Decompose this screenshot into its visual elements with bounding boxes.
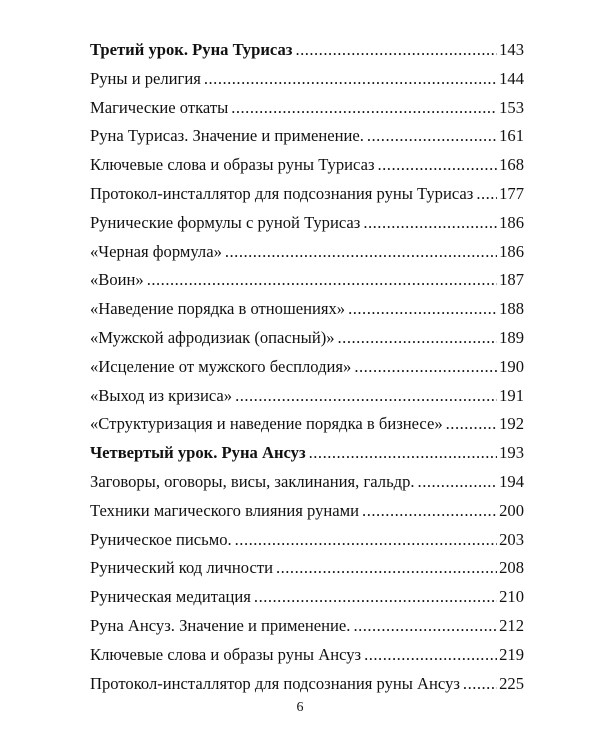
toc-entry bbox=[90, 670, 524, 699]
toc-entry-page: 144 bbox=[499, 68, 524, 88]
toc-entry-page: 210 bbox=[499, 587, 524, 607]
toc-entry-title: «Исцеление от мужского бесплодия» bbox=[90, 356, 352, 376]
toc-entry-title: Руна Турисаз. Значение и применение. bbox=[90, 126, 364, 146]
toc-entry-title: «Воин» bbox=[90, 270, 144, 290]
toc-entry-title: Четвертый урок. Руна Ансуз bbox=[90, 443, 306, 463]
toc-entry-title: Протокол-инсталлятор для подсознания руны Ансуз bbox=[90, 673, 460, 693]
toc-entry-title: Заговоры, оговоры, висы, заклинания, гальдр. bbox=[90, 471, 415, 491]
toc-entry-page: 143 bbox=[499, 40, 524, 59]
toc-entry-page: 187 bbox=[499, 270, 524, 290]
toc-entry-title: «Структуризация и наведение порядка в бизнесе» bbox=[90, 414, 443, 434]
toc-entry-page: 190 bbox=[499, 356, 524, 376]
dot-leader bbox=[254, 583, 497, 612]
toc-entry-page: 177 bbox=[499, 183, 524, 203]
toc-entry bbox=[90, 122, 524, 151]
toc-entry bbox=[90, 65, 524, 94]
toc-entry-title: Магические откаты bbox=[90, 97, 229, 117]
toc-entry bbox=[90, 497, 524, 526]
dot-leader bbox=[378, 151, 498, 180]
toc-entry bbox=[90, 641, 524, 670]
toc-entry-title: Протокол-инсталлятор для подсознания руны Турисаз bbox=[90, 183, 474, 203]
toc-entry-page: 186 bbox=[499, 212, 524, 232]
toc-entry bbox=[90, 151, 524, 180]
toc-entry bbox=[90, 583, 524, 612]
dot-leader bbox=[418, 468, 498, 497]
toc-entry-page: 191 bbox=[499, 385, 524, 405]
toc-entry-title: Ключевые слова и образы руны Турисаз bbox=[90, 155, 375, 175]
toc-entry-title: «Наведение порядка в отношениях» bbox=[90, 299, 346, 319]
dot-leader bbox=[235, 382, 497, 411]
dot-leader bbox=[225, 238, 497, 267]
toc-entry-page: 208 bbox=[499, 558, 524, 578]
toc-entry-title: Руническая медитация bbox=[90, 587, 251, 607]
toc-entry-title: Руны и религия bbox=[90, 68, 201, 88]
dot-leader bbox=[235, 526, 497, 555]
toc-entry bbox=[90, 468, 524, 497]
toc-entry bbox=[90, 94, 524, 123]
toc-entry-page: 192 bbox=[499, 414, 524, 434]
toc-entry bbox=[90, 180, 524, 209]
dot-leader bbox=[364, 641, 497, 670]
toc-entry-title: «Мужской афродизиак (опасный)» bbox=[90, 327, 335, 347]
toc-entry-title: «Черная формула» bbox=[90, 241, 222, 261]
toc-entry bbox=[90, 295, 524, 324]
dot-leader bbox=[338, 324, 498, 353]
table-of-contents bbox=[90, 36, 524, 698]
dot-leader bbox=[476, 180, 497, 209]
toc-entry bbox=[90, 554, 524, 583]
dot-leader bbox=[348, 295, 497, 324]
toc-entry-page: 212 bbox=[499, 615, 524, 635]
toc-entry-page: 200 bbox=[499, 500, 524, 520]
dot-leader bbox=[363, 209, 497, 238]
toc-entry bbox=[90, 612, 524, 641]
toc-entry-page: 168 bbox=[499, 155, 524, 175]
dot-leader bbox=[362, 497, 497, 526]
dot-leader bbox=[309, 439, 497, 468]
toc-entry-page: 161 bbox=[499, 126, 524, 146]
toc-entry bbox=[90, 209, 524, 238]
toc-entry bbox=[90, 238, 524, 267]
dot-leader bbox=[295, 36, 497, 65]
toc-entry-page: 153 bbox=[499, 97, 524, 117]
page-number: 6 bbox=[296, 700, 304, 715]
dot-leader bbox=[276, 554, 497, 583]
toc-entry-title: Руническое письмо. bbox=[90, 529, 232, 549]
dot-leader bbox=[463, 670, 497, 699]
toc-entry-page: 186 bbox=[499, 241, 524, 261]
toc-entry-page: 194 bbox=[499, 471, 524, 491]
dot-leader bbox=[231, 94, 497, 123]
dot-leader bbox=[204, 65, 497, 94]
toc-entry-page: 203 bbox=[499, 529, 524, 549]
toc-entry-title: Рунический код личности bbox=[90, 558, 273, 578]
toc-entry-page: 189 bbox=[499, 327, 524, 347]
toc-entry-title: Рунические формулы с руной Турисаз bbox=[90, 212, 361, 232]
toc-entry-title: «Выход из кризиса» bbox=[90, 385, 233, 405]
toc-entry-page: 193 bbox=[499, 443, 524, 463]
dot-leader bbox=[367, 122, 497, 151]
dot-leader bbox=[446, 410, 497, 439]
toc-entry-page: 188 bbox=[499, 299, 524, 319]
toc-entry-title: Техники магического влияния рунами bbox=[90, 500, 360, 520]
toc-entry bbox=[90, 526, 524, 555]
toc-entry-title: Ключевые слова и образы руны Ансуз bbox=[90, 644, 362, 664]
toc-chapter-heading bbox=[90, 36, 524, 65]
toc-chapter-heading bbox=[90, 439, 524, 468]
dot-leader bbox=[353, 612, 497, 641]
toc-entry-page: 219 bbox=[499, 644, 524, 664]
toc-entry-title: Третий урок. Руна Турисаз bbox=[90, 40, 293, 59]
dot-leader bbox=[147, 266, 497, 295]
toc-entry bbox=[90, 324, 524, 353]
toc-entry bbox=[90, 353, 524, 382]
toc-entry-title: Руна Ансуз. Значение и применение. bbox=[90, 615, 351, 635]
toc-entry bbox=[90, 266, 524, 295]
toc-entry bbox=[90, 382, 524, 411]
dot-leader bbox=[354, 353, 497, 382]
toc-entry bbox=[90, 410, 524, 439]
toc-entry-page: 225 bbox=[499, 673, 524, 693]
